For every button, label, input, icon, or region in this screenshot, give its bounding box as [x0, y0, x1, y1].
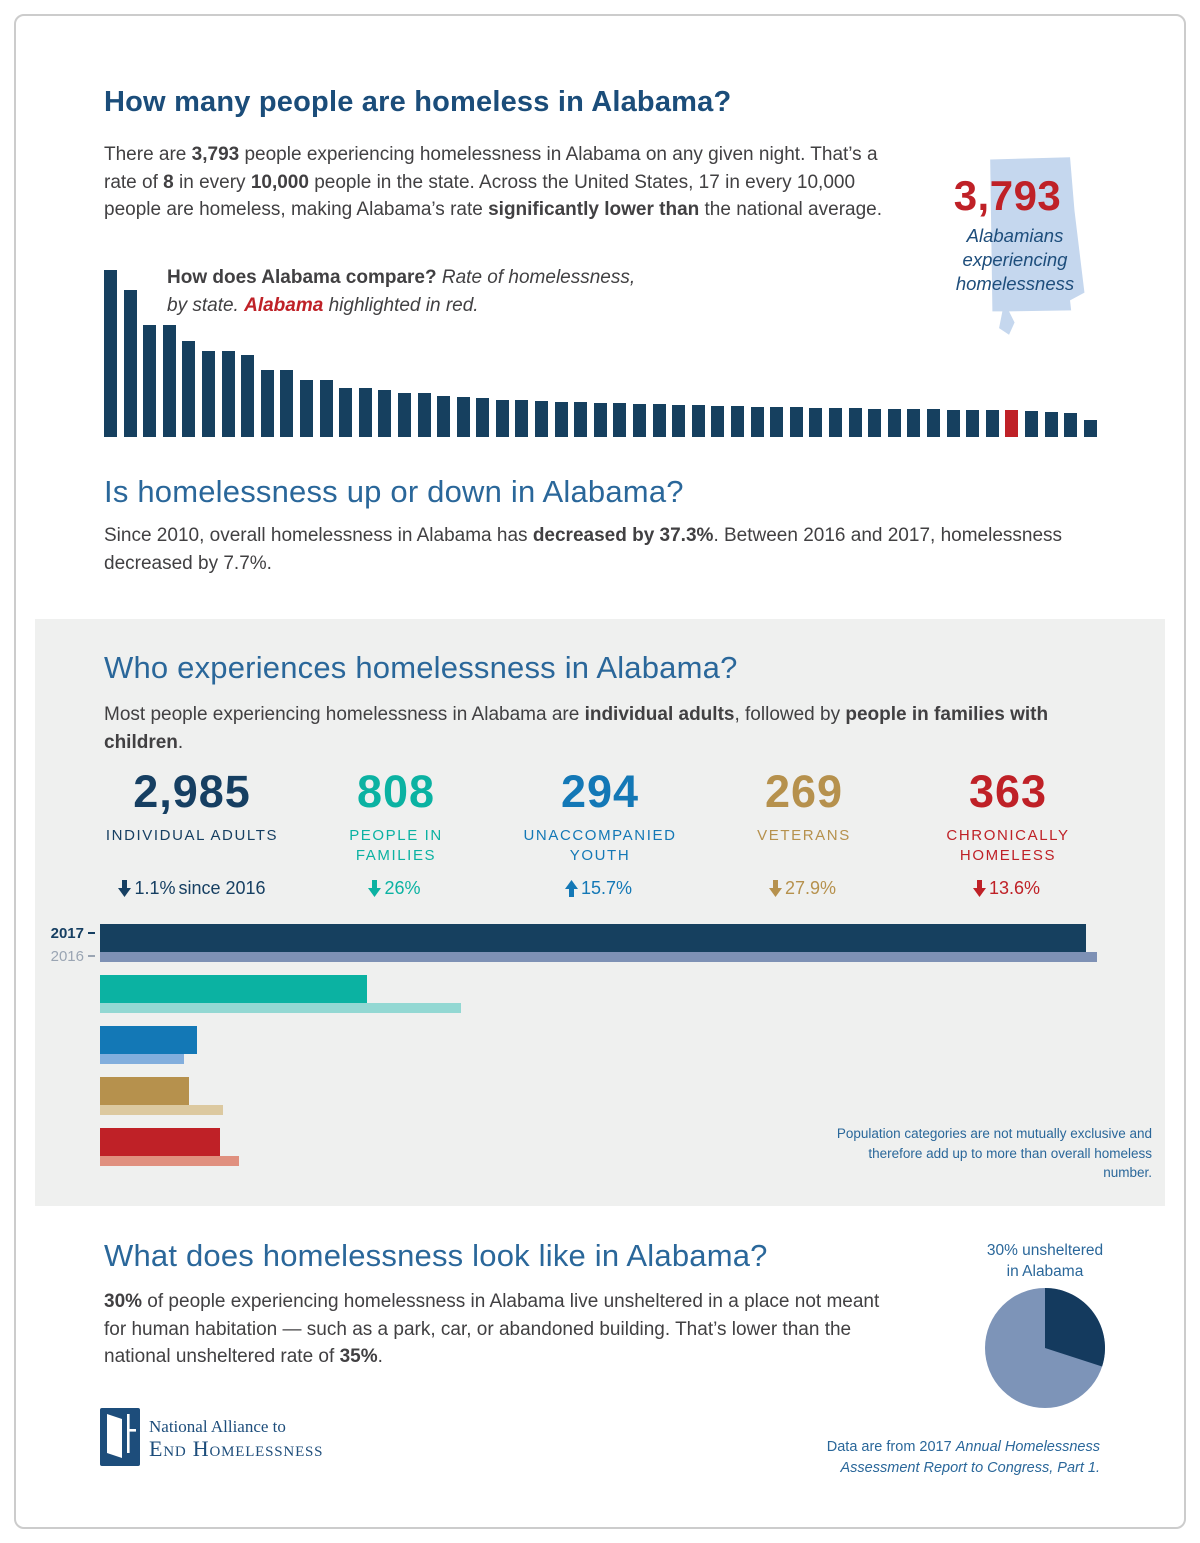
state-bar	[927, 409, 940, 437]
state-bar-alabama	[1005, 410, 1018, 437]
logo-text-line2: End Homelessness	[149, 1435, 324, 1461]
bar-2017	[100, 1077, 189, 1105]
text-segment: significantly lower than	[488, 199, 700, 221]
state-rate-bar-chart	[104, 270, 1099, 437]
state-bar	[849, 408, 862, 437]
state-bar	[339, 388, 352, 437]
text-segment: Data are from 2017	[826, 1439, 956, 1455]
state-bar	[104, 270, 117, 437]
stat-change-value: 1.1%	[134, 878, 176, 898]
stat-change-value: 26%	[384, 878, 421, 898]
bar-2016	[100, 1156, 239, 1166]
population-stats-row	[90, 766, 1110, 899]
state-bar	[378, 390, 391, 437]
stat-change	[90, 878, 294, 899]
bar-2017	[100, 1026, 197, 1054]
legend-2016	[43, 948, 95, 965]
text-segment: highlighted in red.	[323, 294, 479, 316]
intro-paragraph	[104, 141, 884, 224]
text-segment: individual adults	[584, 704, 735, 725]
stat-change	[702, 878, 906, 899]
down-arrow-icon	[973, 880, 986, 897]
state-bar	[496, 400, 509, 437]
data-source-note	[780, 1437, 1100, 1479]
state-bar	[143, 325, 156, 437]
state-bar	[280, 370, 293, 437]
text-segment: Annual Homelessness Assessment Report to Congress, Part 1.	[840, 1439, 1100, 1477]
door-icon	[100, 1408, 140, 1466]
legend-2017-dash	[88, 932, 95, 934]
state-bar	[359, 388, 372, 437]
state-bar	[555, 402, 568, 437]
bar-group-veterans	[100, 1077, 223, 1115]
bar-2017	[100, 924, 1086, 952]
legend-2016-label: 2016	[50, 948, 84, 965]
who-paragraph	[104, 701, 1094, 756]
state-bar	[124, 290, 137, 437]
stat-label: CHRONICALLY HOMELESS	[946, 827, 1070, 865]
state-bar	[241, 355, 254, 437]
text-segment: There are	[104, 144, 192, 165]
state-bar	[437, 396, 450, 437]
state-bar	[222, 351, 235, 437]
text-segment: the national average.	[699, 199, 882, 221]
unsheltered-pie-chart	[983, 1286, 1107, 1410]
stat-label: UNACCOMPANIED YOUTH	[523, 827, 677, 865]
text-segment: Alabama	[244, 294, 324, 316]
stat-label: INDIVIDUAL ADULTS	[105, 827, 279, 844]
legend-2017	[43, 925, 95, 942]
stat-column	[498, 766, 702, 899]
section-heading-what: What does homelessness look like in Alabama?	[104, 1238, 768, 1273]
text-segment: .	[377, 1346, 383, 1368]
state-bar	[300, 380, 313, 437]
state-bar	[907, 409, 920, 437]
stat-label: VETERANS	[757, 827, 851, 844]
logo-text-line1: National Alliance to	[149, 1417, 286, 1436]
state-bar	[790, 407, 803, 437]
stat-change-value: 13.6%	[988, 878, 1041, 898]
state-bar	[418, 393, 431, 437]
state-bar	[1064, 413, 1077, 437]
text-segment: 10,000	[250, 171, 309, 193]
text-segment: by state.	[167, 294, 245, 316]
text-segment: Rate of homelessness,	[436, 267, 636, 288]
state-bar	[1084, 420, 1097, 437]
up-arrow-icon	[565, 880, 578, 897]
state-bar	[829, 408, 842, 437]
text-line: homelessness	[955, 273, 1075, 295]
nae-logo	[100, 1408, 323, 1466]
text-segment: people in the state. Across the United States, 17 in every 10,000 people are homeless, making Alabama’s rate	[104, 171, 856, 221]
text-segment: . Between 2016 and 2017, homelessness decreased by 7.7%.	[104, 525, 1063, 574]
state-bar	[515, 400, 528, 437]
state-bar	[731, 406, 744, 437]
text-segment: Most people experiencing homelessness in Alabama are	[104, 704, 585, 725]
text-segment: , followed by	[734, 704, 846, 725]
state-bar	[966, 410, 979, 437]
stat-change-value: 15.7%	[580, 878, 633, 898]
text-line: 30% unsheltered	[986, 1242, 1104, 1259]
stat-change	[498, 878, 702, 899]
logo-text	[149, 1417, 323, 1461]
text-segment: 3,793	[191, 144, 240, 165]
stat-column	[702, 766, 906, 899]
state-bar	[947, 410, 960, 437]
stat-column	[906, 766, 1110, 899]
section-heading-who: Who experiences homelessness in Alabama?	[104, 650, 738, 685]
bar-2016	[100, 952, 1097, 962]
bar-2016	[100, 1105, 223, 1115]
stat-column	[294, 766, 498, 899]
text-segment: in every	[173, 171, 251, 193]
state-bar	[261, 370, 274, 437]
state-bar	[653, 404, 666, 437]
stat-change	[906, 878, 1110, 899]
updown-paragraph	[104, 522, 1094, 577]
state-bar	[692, 405, 705, 437]
text-segment: of people experiencing homelessness in Alabama live unsheltered in a place not meant for human habitation — such as a park, car, or abandoned building. That’s lower than the national unsheltered rate of	[104, 1291, 880, 1368]
stat-value: 269	[764, 766, 844, 817]
down-arrow-icon	[118, 880, 131, 897]
text-segment: How does Alabama compare?	[167, 267, 437, 288]
stat-value: 2,985	[133, 766, 251, 817]
legend-2017-label: 2017	[50, 925, 84, 942]
stat-label: PEOPLE IN FAMILIES	[349, 827, 443, 865]
bar-2016	[100, 1054, 184, 1064]
state-bar	[574, 402, 587, 437]
bar-group-people-in-families	[100, 975, 461, 1013]
section-heading-how-many: How many people are homeless in Alabama?	[104, 86, 732, 118]
stat-change-suffix: since 2016	[178, 878, 266, 898]
state-bar	[613, 403, 626, 437]
state-bar	[1045, 412, 1058, 437]
state-bar	[202, 351, 215, 437]
text-segment: 30%	[104, 1291, 143, 1312]
pie-chart-label	[940, 1241, 1150, 1283]
state-bar	[398, 393, 411, 437]
text-segment: 35%	[339, 1346, 378, 1368]
text-line: in Alabama	[1006, 1262, 1084, 1280]
chart-footnote: Population categories are not mutually exclusive and therefore add up to more than overall homeless number.	[836, 1126, 1152, 1181]
bar-2017	[100, 1128, 220, 1156]
text-line: experiencing	[962, 249, 1068, 271]
text-segment: people in families with children	[104, 704, 1049, 753]
text-segment: Since 2010, overall homelessness in Alabama has	[104, 525, 533, 546]
bar-2016	[100, 1003, 461, 1013]
stat-value: 294	[560, 766, 640, 817]
section-heading-up-or-down: Is homelessness up or down in Alabama?	[104, 474, 684, 509]
state-bar	[163, 325, 176, 437]
state-bar	[711, 406, 724, 437]
text-segment: .	[177, 731, 184, 753]
state-bar	[809, 408, 822, 437]
text-line: Alabamians	[966, 225, 1064, 246]
state-bar	[868, 409, 881, 437]
text-segment: decreased by 37.3%	[532, 525, 714, 546]
state-bar	[888, 409, 901, 437]
state-bar	[751, 407, 764, 437]
bar-group-unaccompanied-youth	[100, 1026, 197, 1064]
state-bar	[182, 341, 195, 437]
bar-group-individual-adults	[100, 924, 1097, 962]
map-stat-value: 3,793	[953, 172, 1062, 219]
state-bar	[320, 380, 333, 437]
legend-2016-dash	[88, 955, 95, 957]
stat-change-value: 27.9%	[784, 878, 837, 898]
bar-group-chronically-homeless	[100, 1128, 239, 1166]
state-bar	[594, 403, 607, 437]
text-segment: people experiencing homelessness in Alabama on any given night. That’s a rate of	[104, 144, 878, 193]
who-section-band	[35, 619, 1165, 1206]
state-bar	[633, 404, 646, 437]
down-arrow-icon	[368, 880, 381, 897]
stat-column	[90, 766, 294, 899]
stat-value: 363	[968, 766, 1048, 817]
stat-change	[294, 878, 498, 899]
state-bar	[535, 401, 548, 437]
what-paragraph	[104, 1288, 904, 1371]
state-bar	[770, 407, 783, 437]
state-bar	[476, 398, 489, 437]
state-bar	[1025, 411, 1038, 437]
down-arrow-icon	[769, 880, 782, 897]
state-bar	[986, 410, 999, 437]
state-bar	[457, 397, 470, 437]
bar-2017	[100, 975, 367, 1003]
text-segment: 8	[163, 171, 174, 193]
state-bar	[672, 405, 685, 437]
stat-value: 808	[356, 766, 436, 817]
